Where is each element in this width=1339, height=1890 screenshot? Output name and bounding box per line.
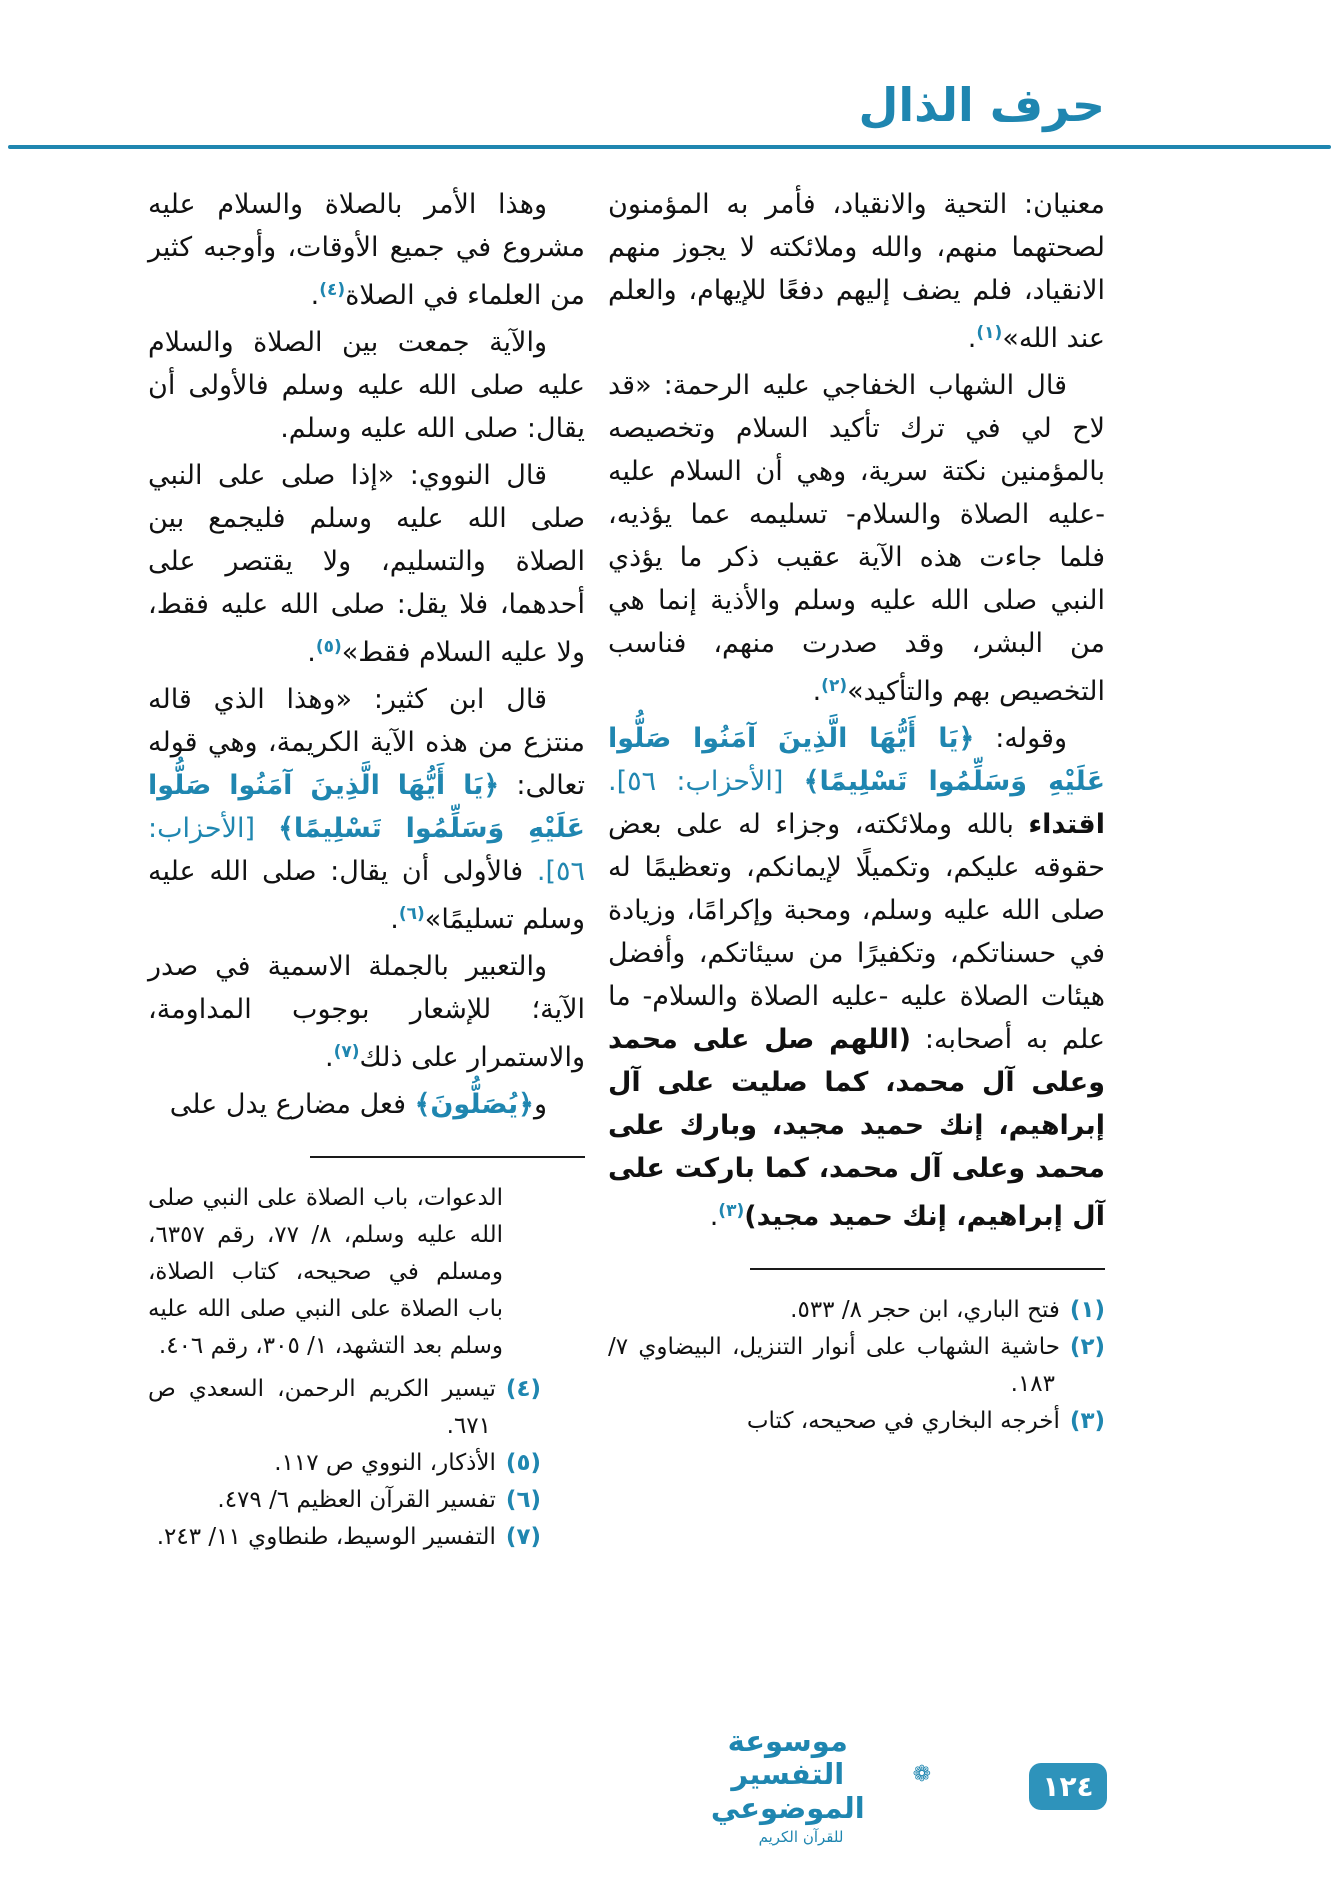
- footnote: [608, 1403, 1105, 1440]
- paragraph-text: .: [709, 1200, 719, 1232]
- text-columns: [0, 149, 1339, 1556]
- publisher-logo-subtitle: للقرآن الكريم: [758, 1828, 844, 1846]
- paragraph-text: فالأولى أن يقال: صلى الله عليه وسلم تسليمًا»: [148, 855, 585, 935]
- paragraph-text: وهذا الأمر بالصلاة والسلام عليه مشروع في جميع الأوقات، وأوجبه كثير من العلماء في الصلاة: [148, 188, 585, 311]
- publisher-logo: [671, 1725, 931, 1846]
- paragraph: [148, 454, 585, 674]
- footnote-text: الأذكار، النووي ص ١١٧.: [274, 1449, 496, 1476]
- chapter-title: حرف الذال: [858, 78, 1105, 132]
- footnote: [148, 1445, 541, 1482]
- column-left: [148, 183, 585, 1556]
- paragraph-text: .: [310, 279, 320, 311]
- footnote-number: (٥): [505, 1449, 541, 1476]
- footnotes-block: [608, 1292, 1105, 1440]
- footnote-continuation: الدعوات، باب الصلاة على النبي صلى الله عليه وسلم، ٨/ ٧٧، رقم ٦٣٥٧، ومسلم في صحيحه، كتاب الصلاة، باب الصلاة على النبي صلى الله عليه وسلم بعد التشهد، ١/ ٣٠٥، رقم ٤٠٦.: [148, 1184, 504, 1359]
- footnote: [148, 1482, 541, 1519]
- footnote-number: (٦): [505, 1486, 541, 1513]
- paragraph: [148, 321, 585, 450]
- footnote-marker: (٥): [315, 636, 342, 657]
- quran-verse: ﴿يُصَلُّونَ﴾: [414, 1088, 534, 1120]
- paragraph: [608, 717, 1105, 1238]
- column-right: [608, 183, 1105, 1440]
- footnote: [148, 1519, 541, 1556]
- footnote-text: أخرجه البخاري في صحيحه، كتاب: [746, 1407, 1060, 1434]
- paragraph-text: وقوله:: [974, 722, 1067, 754]
- footnote-text: حاشية الشهاب على أنوار التنزيل، البيضاوي ٧/ ١٨٣.: [608, 1333, 1060, 1397]
- footnote-number: (٣): [1069, 1407, 1105, 1434]
- paragraph: [148, 1083, 585, 1126]
- footnote-number: (١): [1069, 1296, 1105, 1323]
- ayah-reference: [الأحزاب: ٥٦].: [148, 812, 586, 887]
- paragraph-text: .: [324, 1041, 334, 1073]
- footnote-text: تيسير الكريم الرحمن، السعدي ص ٦٧١.: [148, 1375, 496, 1439]
- paragraph: [608, 364, 1105, 713]
- paragraph-text: قال النووي: «إذا صلى على النبي صلى الله عليه وسلم فليجمع بين الصلاة والتسليم، ولا يقتصر على أحدهما، فلا يقل: صلى الله عليه فقط، ولا عليه السلام فقط»: [148, 459, 585, 668]
- quran-verse: ﴿يَا أَيُّهَا الَّذِينَ آمَنُوا صَلُّوا عَلَيْهِ وَسَلِّمُوا تَسْلِيمًا﴾: [148, 769, 585, 844]
- paragraph-text: والآية جمعت بين الصلاة والسلام عليه صلى الله عليه وسلم فالأولى أن يقال: صلى الله عليه وسلم.: [148, 326, 585, 444]
- footnote-text: فتح الباري، ابن حجر ٨/ ٥٣٣.: [790, 1296, 1060, 1323]
- footnote-marker: (٢): [821, 675, 848, 696]
- paragraph: [608, 183, 1105, 360]
- paragraph-text: والتعبير بالجملة الاسمية في صدر الآية؛ للإشعار بوجوب المداومة، والاستمرار على ذلك: [148, 950, 585, 1073]
- footnote: [608, 1292, 1105, 1329]
- footnote-separator: [310, 1156, 585, 1158]
- quran-verse: ﴿يَا أَيُّهَا الَّذِينَ آمَنُوا صَلُّوا عَلَيْهِ وَسَلِّمُوا تَسْلِيمًا﴾: [608, 722, 1106, 797]
- paragraph-text: بالله وملائكته، وجزاء له على بعض حقوقه عليكم، وتكميلًا لإيمانكم، وتعظيمًا له صلى الله عليه وسلم، ومحبة وإكرامًا، وزيادة في حسناتكم، وتكفيرًا من سيئاتكم، وأفضل هيئات الصلاة عليه -عليه الصلاة والسلام- ما علم به أصحابه:: [608, 808, 1105, 1055]
- paragraph-text: .: [967, 322, 977, 354]
- paragraph-text: معنيان: التحية والانقياد، فأمر به المؤمنون لصحتهما منهم، والله وملائكته لا يجوز منهم الانقياد، فلم يضف إليهم دفعًا للإيهام، والعلم عند الله»: [608, 188, 1105, 354]
- footnote: [148, 1371, 541, 1445]
- paragraph: [148, 183, 585, 317]
- ayah-reference: [الأحزاب: ٥٦].: [608, 765, 804, 797]
- dua-text: (اللهم صل على محمد وعلى آل محمد، كما صليت على آل إبراهيم، إنك حميد مجيد، وبارك على محمد وعلى آل محمد، كما باركت على آل إبراهيم، إنك حميد مجيد): [608, 1023, 1105, 1232]
- footnote-separator: [750, 1268, 1105, 1270]
- footnote-marker: (٧): [333, 1041, 360, 1062]
- emphasized-text: اقتداء: [1028, 808, 1105, 840]
- publisher-logo-row: [671, 1725, 931, 1825]
- footnote-marker: (٤): [319, 279, 346, 300]
- publisher-logo-title: موسوعة التفسير الموضوعي: [710, 1723, 865, 1825]
- footnote-marker: (٦): [398, 903, 425, 924]
- footnote-number: (٢): [1069, 1333, 1105, 1360]
- rosette-icon: ❁: [912, 1762, 931, 1788]
- paragraph-text: .: [307, 636, 316, 668]
- paragraph-text: قال ابن كثير: «وهذا الذي قاله منتزع من هذه الآية الكريمة، وهي قوله تعالى:: [148, 683, 585, 801]
- footnote-text: التفسير الوسيط، طنطاوي ١١/ ٢٤٣.: [156, 1523, 496, 1550]
- footnote-marker: (٣): [718, 1200, 745, 1221]
- footnote-number: (٧): [505, 1523, 541, 1550]
- paragraph-text: فعل مضارع يدل على: [169, 1088, 415, 1120]
- footnotes-block: [148, 1180, 585, 1556]
- paragraph-text: قال الشهاب الخفاجي عليه الرحمة: «قد لاح لي في ترك تأكيد السلام وتخصيصه بالمؤمنين نكتة سرية، وهي أن السلام عليه -عليه الصلاة والسلام- تسليمه عما يؤذيه، فلما جاءت هذه الآية عقيب ذكر ما يؤذي النبي صلى الله عليه وسلم والأذية إنما هي من البشر، وقد صدرت منهم، فناسب التخصيص بهم والتأكيد»: [608, 369, 1105, 707]
- paragraph-text: .: [812, 675, 822, 707]
- paragraph: [148, 945, 585, 1079]
- paragraph-text: .: [390, 903, 399, 935]
- page-header: [0, 0, 1339, 131]
- footnote-marker: (١): [976, 322, 1003, 343]
- paragraph-text: و: [533, 1088, 547, 1120]
- footnote: [608, 1329, 1105, 1403]
- paragraph: [148, 678, 585, 941]
- footnote-text: تفسير القرآن العظيم ٦/ ٤٧٩.: [217, 1486, 496, 1513]
- footnote-number: (٤): [505, 1375, 541, 1402]
- page-number-badge: ١٢٤: [1029, 1763, 1107, 1810]
